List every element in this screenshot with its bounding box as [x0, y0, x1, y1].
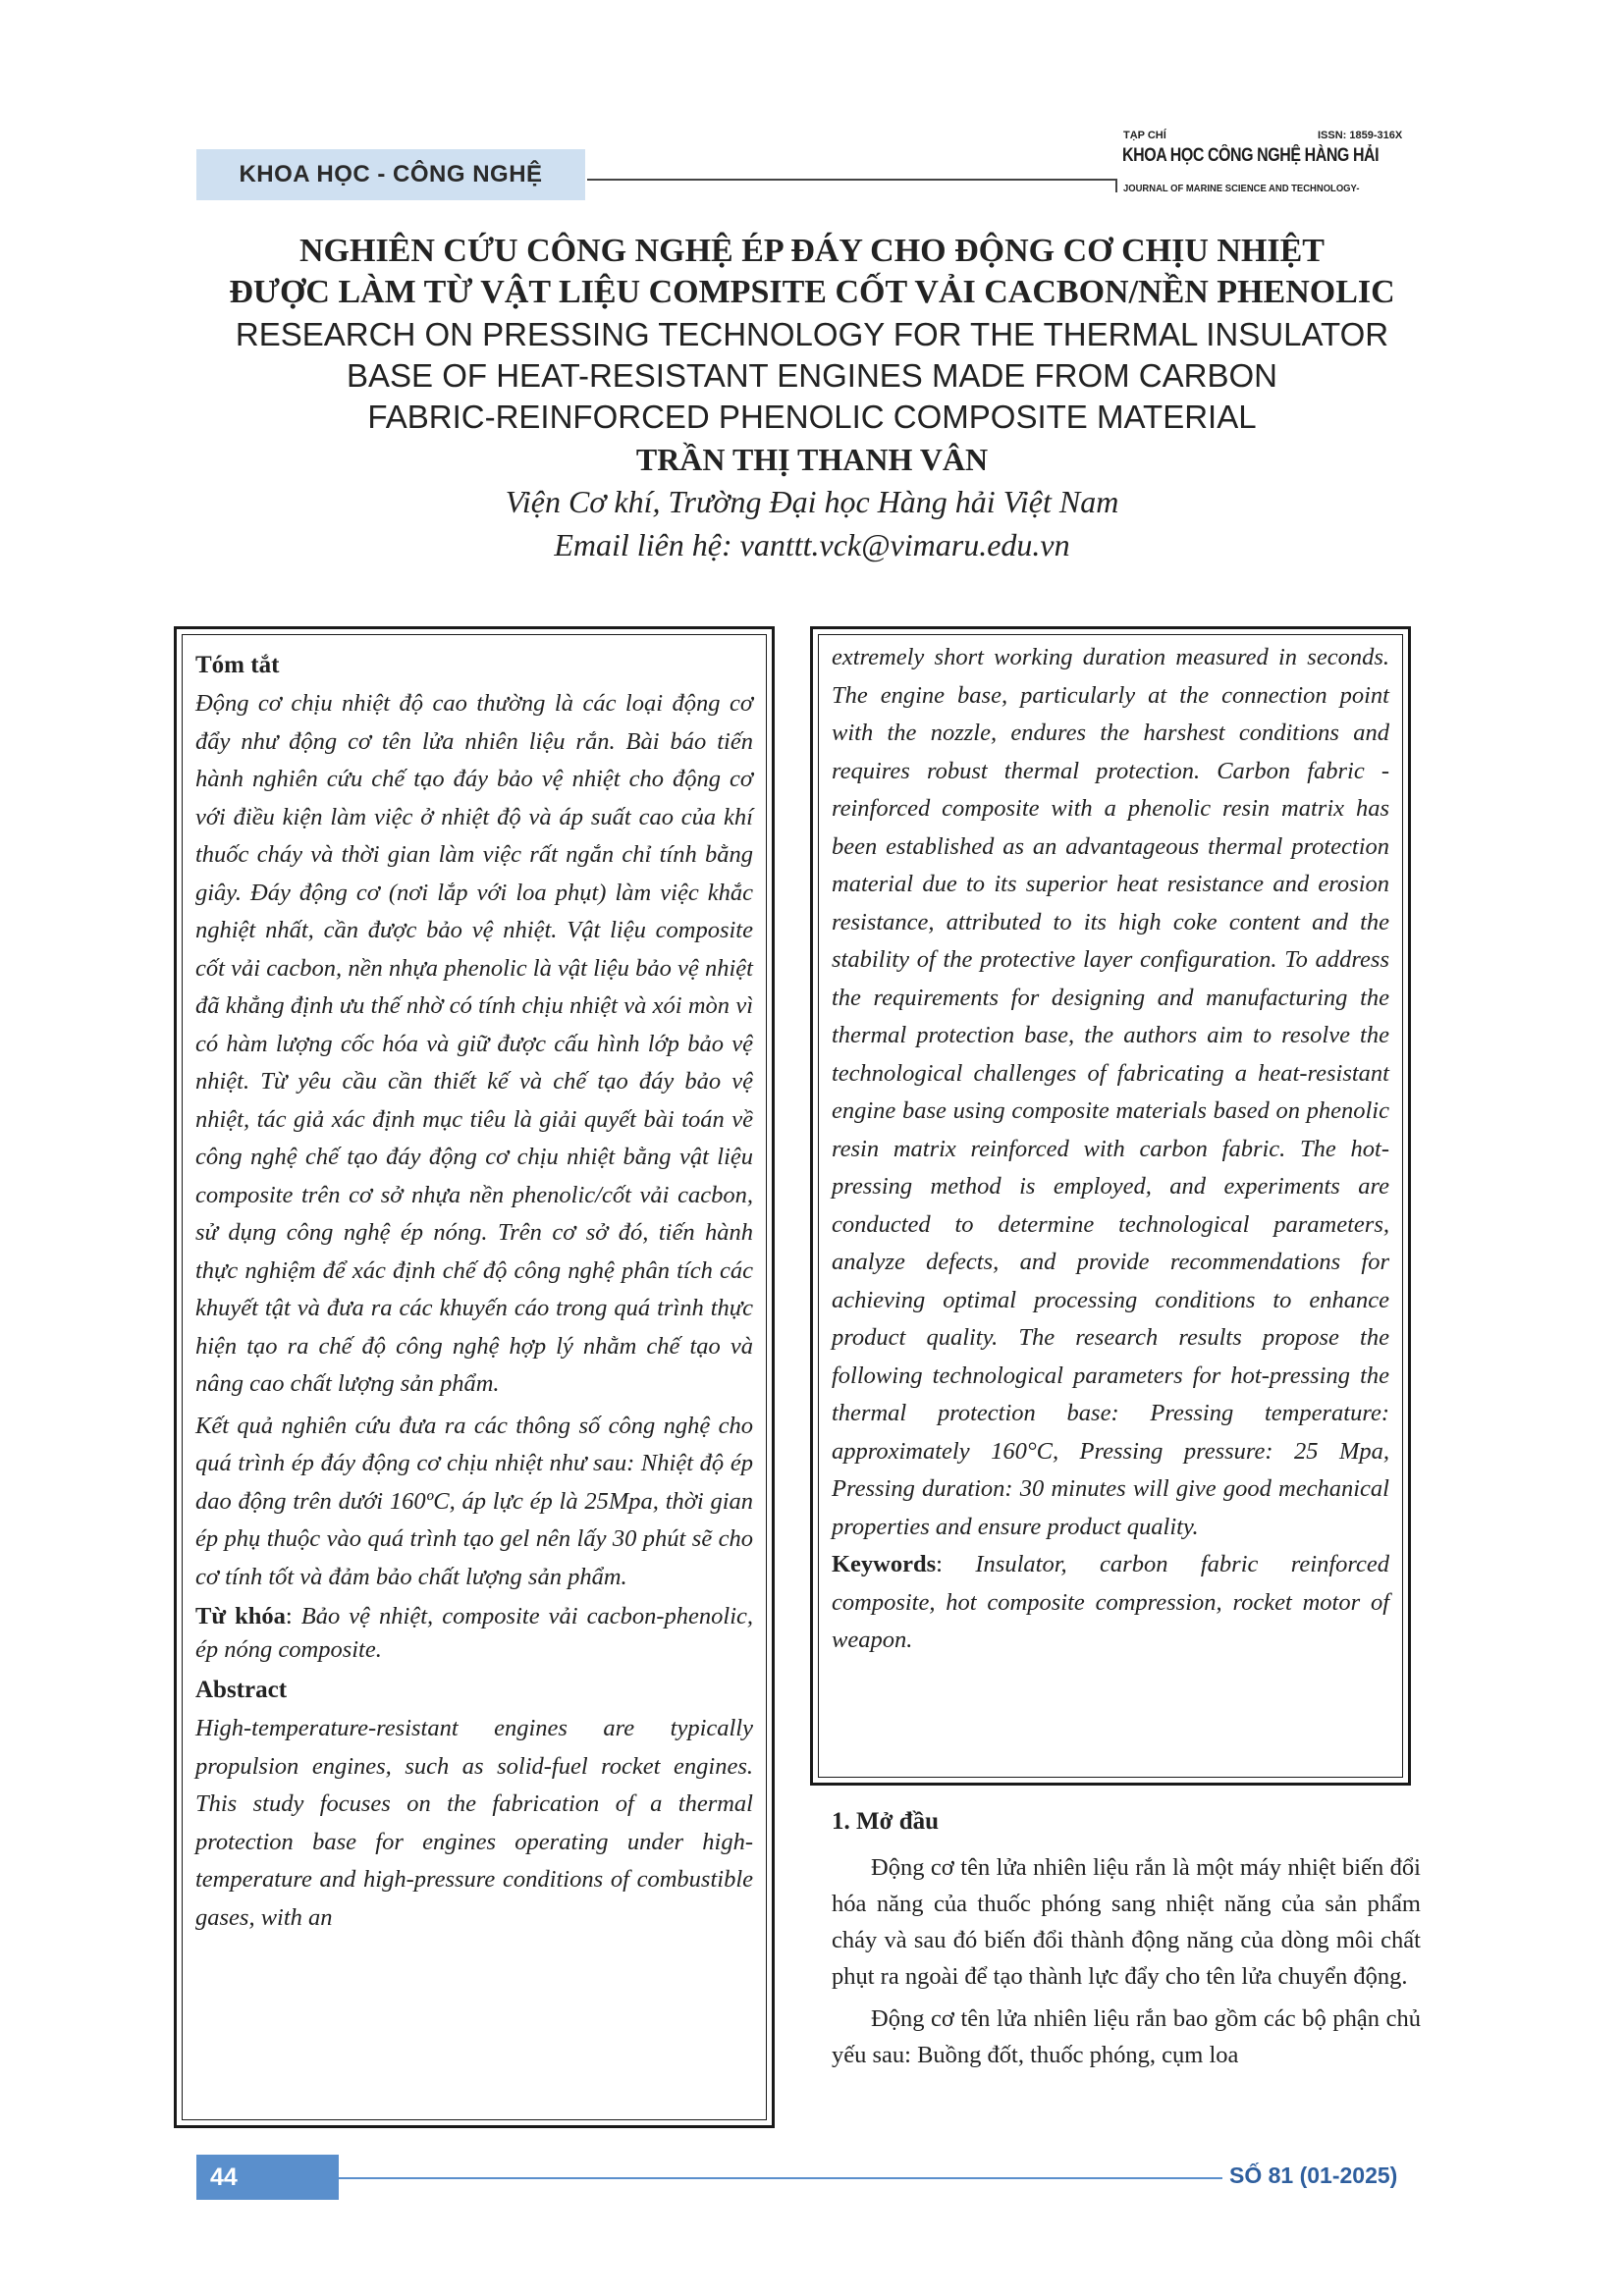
abstract-en-paragraph-continued: extremely short working duration measured in seconds. The engine base, particularly at the connection point with the nozzle, endures the harshest conditions and requires robust thermal protection. Carbon fabric - reinforced composite with a phenolic resin matrix has been established as an advantageous thermal protection material due to its superior heat resistance and erosion resistance, attributed to its high coke content and the stability of the protective layer configuration. To address the requirements for designing and manufacturing the thermal protection base, the authors aim to resolve the technological challenges of fabricating a heat-resistant engine base using composite materials based on phenolic resin matrix reinforced with carbon fabric. The hot-pressing method is employed, and experiments are conducted to determine technological parameters, analyze defects, and provide recommendations for achieving optimal processing conditions to enhance product quality. The research results propose the following technological parameters for hot-pressing the thermal protection base: Pressing temperature: approximately 160°C, Pressing pressure: 25 Mpa, Pressing duration: 30 minutes will give good mechanical properties and ensure product quality. [832, 644, 1389, 1540]
keywords-vn-text: Bảo vệ nhiệt, composite vải cacbon-phenolic, ép nóng composite. [195, 1603, 754, 1663]
author-name: TRẦN THỊ THANH VÂN [635, 442, 989, 477]
journal-english-name: JOURNAL OF MARINE SCIENCE AND TECHNOLOGY- [1123, 183, 1360, 194]
header-rule [587, 179, 1117, 181]
abstract-en-heading: Abstract [195, 1677, 288, 1703]
abstract-vn-heading: Tóm tắt [195, 652, 280, 678]
journal-name: KHOA HỌC CÔNG NGHỆ HÀNG HẢI [1122, 145, 1380, 166]
title-en-line-3: FABRIC-REINFORCED PHENOLIC COMPOSITE MATERIAL [367, 399, 1257, 435]
abstract-vn-keywords: Từ khóa: Bảo vệ nhiệt, composite vải cacbon-phenolic, ép nóng composite. [195, 1603, 754, 1663]
keywords-vn-label: Từ khóa [195, 1603, 286, 1629]
author-affiliation: Viện Cơ khí, Trường Đại học Hàng hải Việt Nam [505, 484, 1119, 519]
abstract-left-column [195, 646, 753, 1937]
keywords-en-label: Keywords [832, 1551, 937, 1577]
footer-rule [339, 2177, 1222, 2179]
journal-issn: ISSN: 1859-316X [1318, 130, 1403, 141]
intro-paragraph-2: Động cơ tên lửa nhiên liệu rắn bao gồm các bộ phận chủ yếu sau: Buồng đốt, thuốc phóng, cụm loa [832, 2005, 1421, 2068]
title-en-line-2: BASE OF HEAT-RESISTANT ENGINES MADE FROM CARBON [347, 357, 1277, 394]
page-number: 44 [196, 2155, 339, 2200]
keywords-en-text: Insulator, carbon fabric reinforced composite, hot composite compression, rocket motor of weapon. [832, 1551, 1390, 1653]
introduction-section [832, 1802, 1421, 2073]
abstract-vn-paragraph-2: Kết quả nghiên cứu đưa ra các thông số công nghệ cho quá trình ép đáy động cơ chịu nhiệt như sau: Nhiệt độ ép dao động trên dưới 160ºC, áp lực ép là 25Mpa, thời gian ép phụ thuộc vào quá trình tạo gel nên lấy 30 phút sẽ cho cơ tính tốt và đảm bảo chất lượng sản phẩm. [195, 1412, 753, 1590]
abstract-vn-paragraph-1: Động cơ chịu nhiệt độ cao thường là các loại động cơ đẩy như động cơ tên lửa nhiên liệu rắn. Bài báo tiến hành nghiên cứu chế tạo đáy bảo vệ nhiệt cho động cơ với điều kiện làm việc ở nhiệt độ và áp suất cao của khí thuốc cháy và thời gian làm việc rất ngắn chỉ tính bằng giây. Đáy động cơ (nơi lắp với loa phụt) làm việc khắc nghiệt nhất, cần được bảo vệ nhiệt. Vật liệu composite cốt vải cacbon, nền nhựa phenolic là vật liệu bảo vệ nhiệt đã khẳng định ưu thế nhờ có tính chịu nhiệt và xói mòn vì có hàm lượng cốc hóa và giữ được cấu hình lớp bảo vệ nhiệt. Từ yêu cầu cần thiết kế và chế tạo đáy bảo vệ nhiệt, tác giả xác định mục tiêu là giải quyết bài toán về công nghệ chế tạo đáy động cơ chịu nhiệt bằng vật liệu composite trên cơ sở nhựa nền phenolic/cốt vải cacbon, sử dụng công nghệ ép nóng. Trên cơ sở đó, tiến hành thực nghiệm để xác định chế độ công nghệ phân tích các khuyết tật và đưa ra các khuyến cáo trong quá trình thực hiện tạo ra chế độ công nghệ hợp lý nhằm chế tạo và nâng cao chất lượng sản phẩm. [195, 690, 753, 1397]
title-block [147, 231, 1477, 566]
issue-number: SỐ 81 (01-2025) [1229, 2163, 1398, 2188]
abstract-right-column [832, 639, 1389, 1660]
title-vn-line-2: ĐƯỢC LÀM TỪ VẬT LIỆU COMPSITE CỐT VẢI CACBON/NỀN PHENOLIC [229, 274, 1395, 310]
title-en-line-1: RESEARCH ON PRESSING TECHNOLOGY FOR THE THERMAL INSULATOR [235, 316, 1389, 352]
header-rule-tick [1115, 179, 1117, 192]
intro-heading: 1. Mở đầu [832, 1808, 939, 1835]
journal-label: TẠP CHÍ [1123, 130, 1166, 141]
abstract-en-keywords: Keywords: Insulator, carbon fabric reinforced composite, hot composite compression, rocket motor of weapon. [832, 1551, 1390, 1653]
abstract-en-paragraph-start: High-temperature-resistant engines are typically propulsion engines, such as solid-fuel rocket engines. This study focuses on the fabrication of a thermal protection base for engines operating under high-temperature and high-pressure conditions of combustible gases, with an [195, 1715, 753, 1931]
intro-paragraph-1: Động cơ tên lửa nhiên liệu rắn là một máy nhiệt biến đổi hóa năng của thuốc phóng sang nhiệt năng của sản phẩm cháy và sau đó biến đổi thành động năng của dòng môi chất phụt ra ngoài để tạo thành lực đẩy cho tên lửa chuyển động. [832, 1854, 1421, 1990]
author-email: Email liên hệ: vanttt.vck@vimaru.edu.vn [554, 527, 1070, 562]
title-vn-line-1: NGHIÊN CỨU CÔNG NGHỆ ÉP ĐÁY CHO ĐỘNG CƠ CHỊU NHIỆT [299, 233, 1325, 269]
section-tag: KHOA HỌC - CÔNG NGHỆ [196, 149, 585, 200]
